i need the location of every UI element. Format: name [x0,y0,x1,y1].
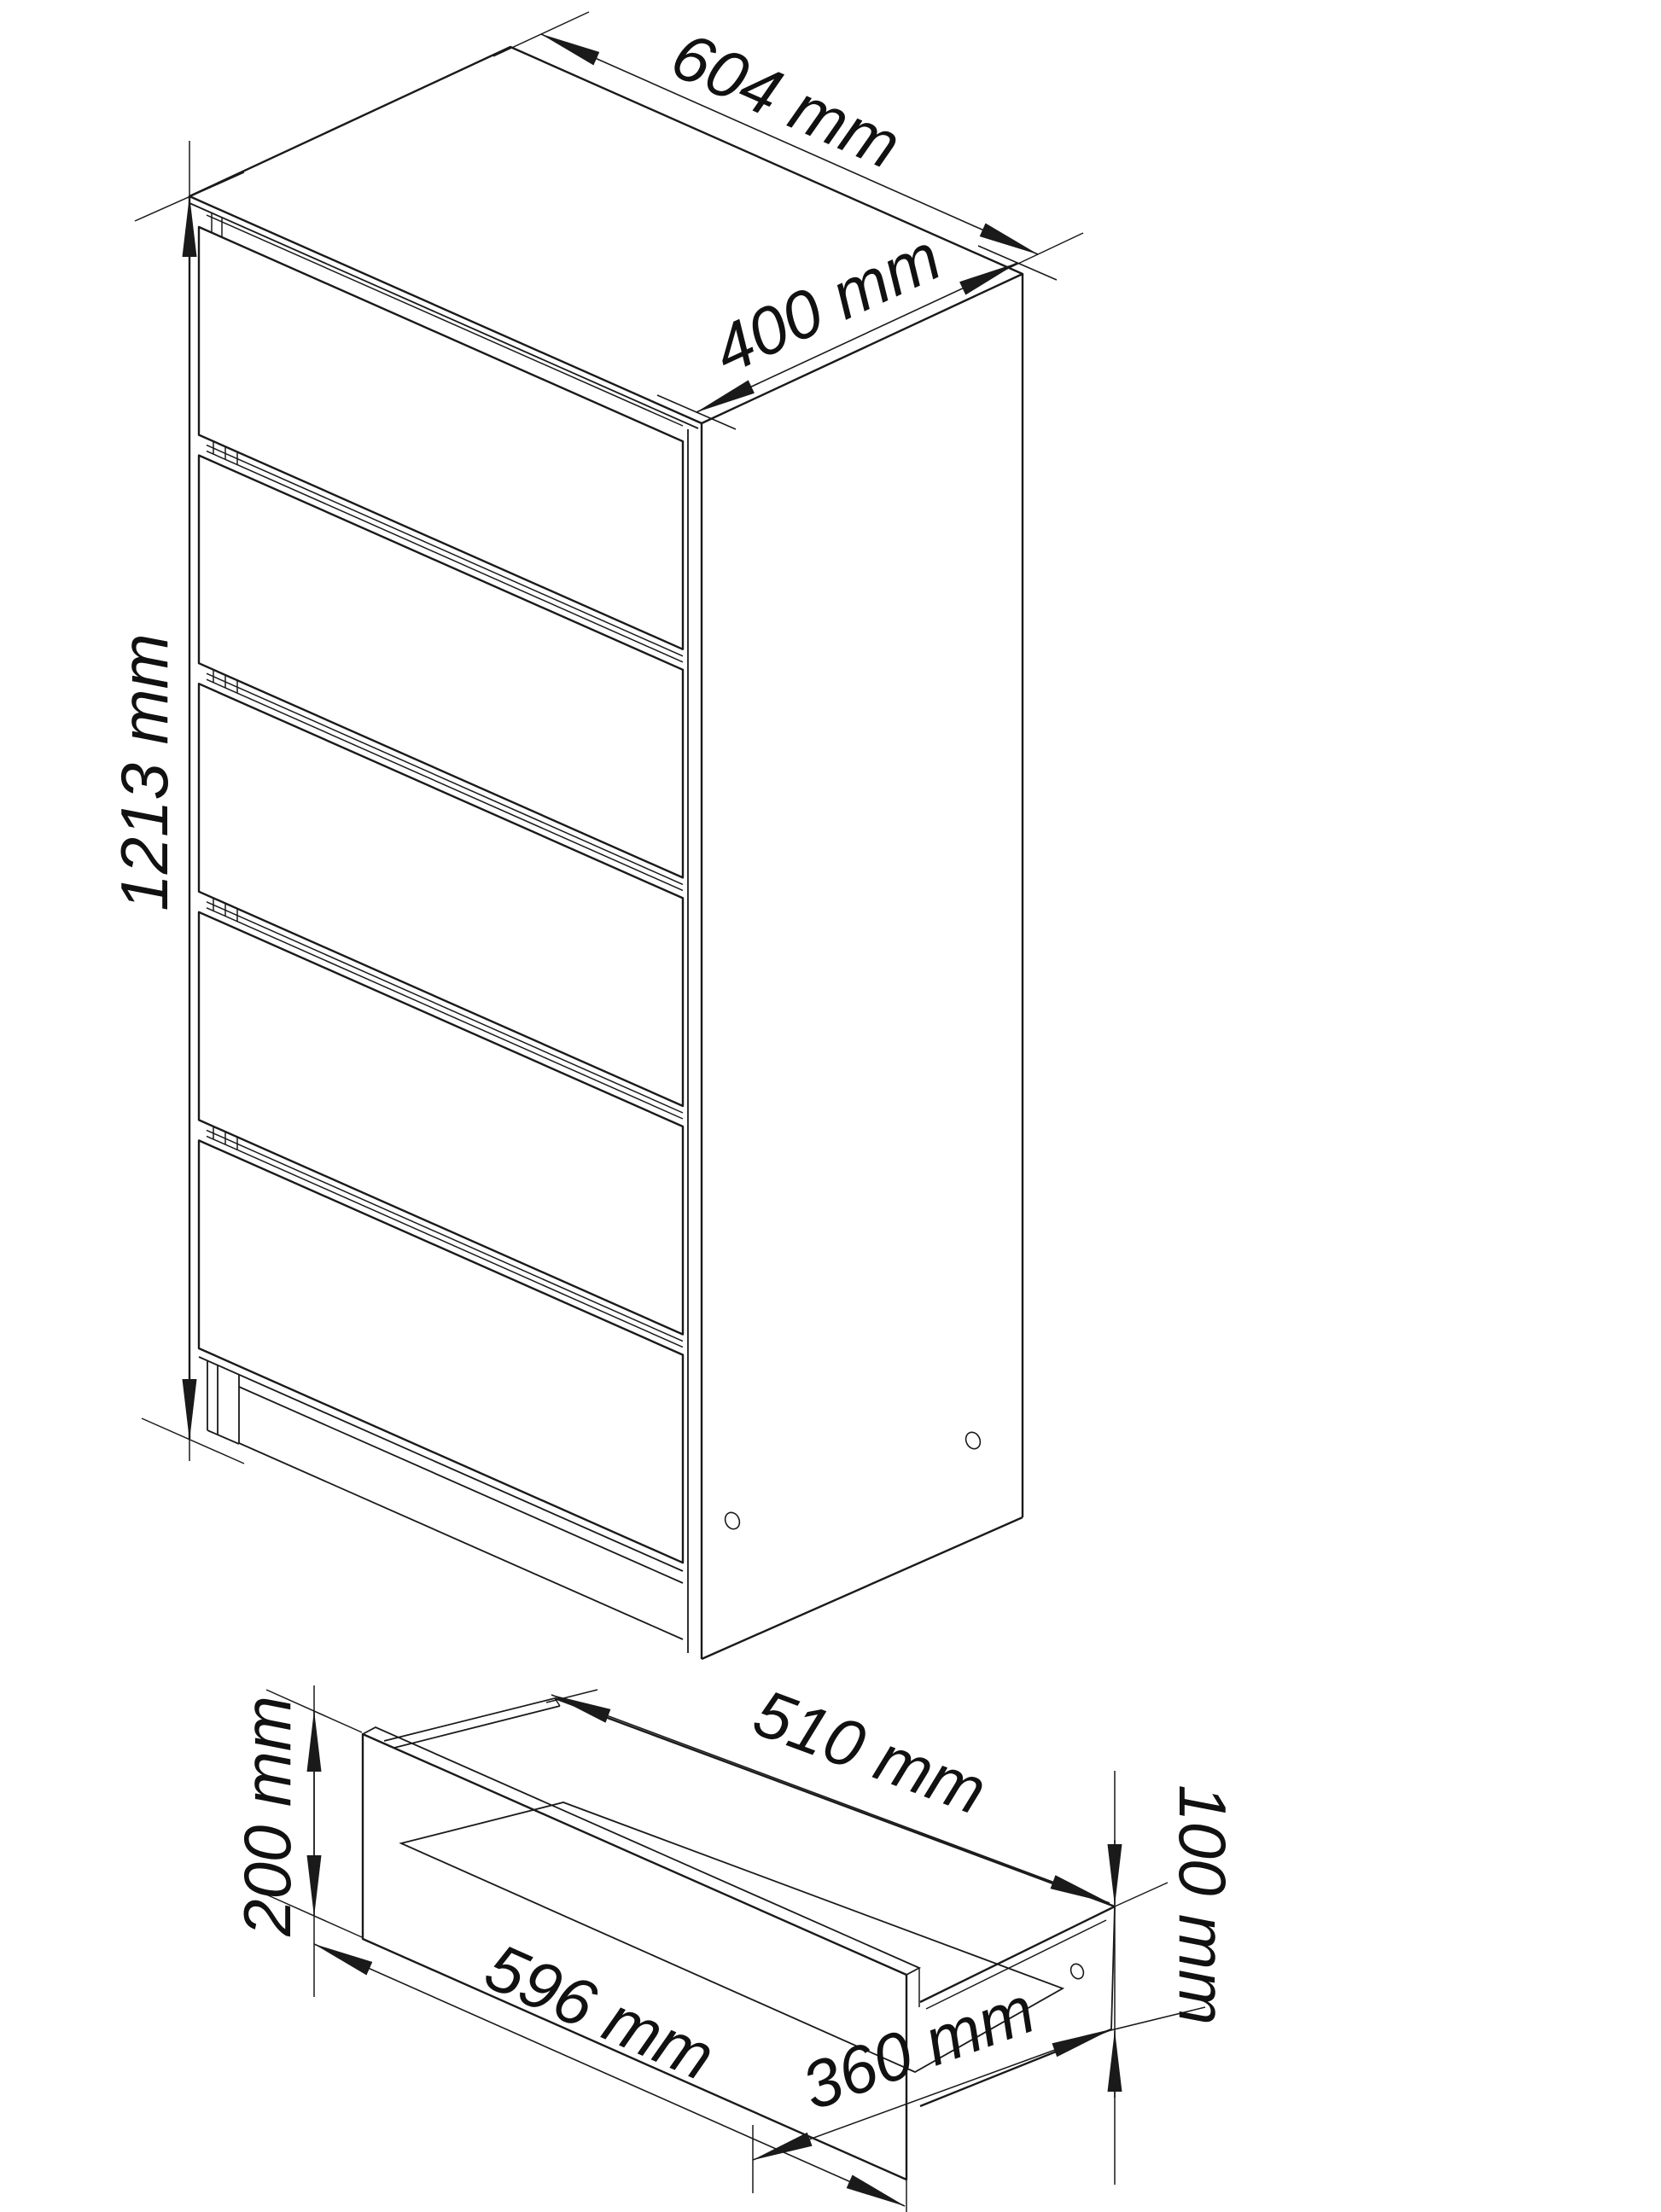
dim-label-drawer-inner-depth: 360 mm [792,1971,1045,2125]
dim-label-cabinet-height: 1213 mm [107,633,182,911]
dim-label-drawer-front-width: 596 mm [475,1929,726,2095]
dim-label-drawer-side-height: 100 mm [1165,1784,1240,2025]
dim-label-drawer-inner-width: 510 mm [744,1674,996,1830]
dim-label-drawer-front-height: 200 mm [230,1696,305,1936]
dim-label-cabinet-width: 604 mm [661,17,912,183]
dim-label-cabinet-depth: 400 mm [702,218,952,388]
